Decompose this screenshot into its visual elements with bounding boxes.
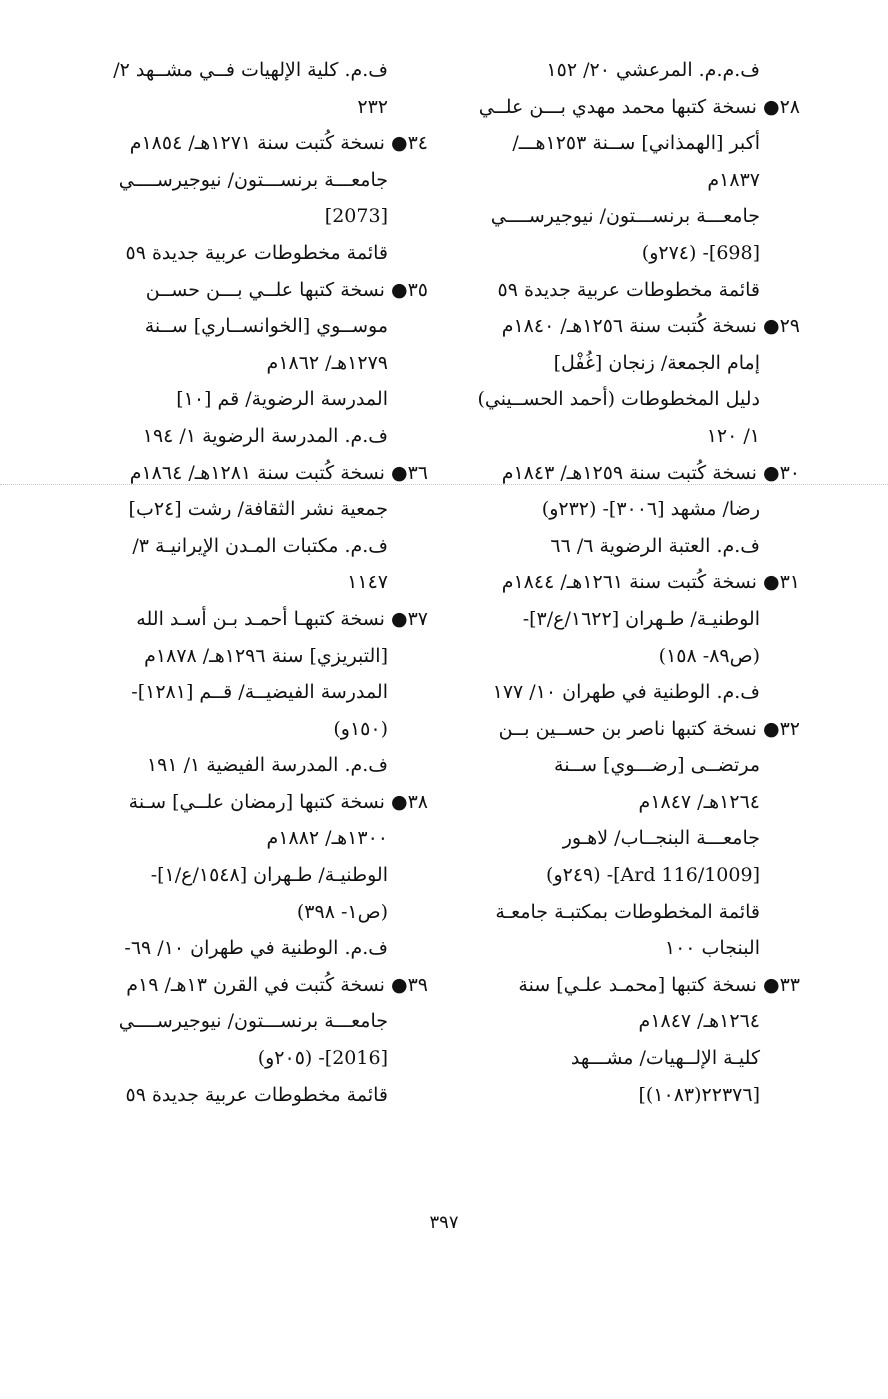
- entry-detail-line: ١٢٦٤هـ/ ١٨٤٧م: [638, 790, 760, 813]
- entry-heading-line: ٣٢● نسخة كتبها ناصر بن حســين بــن: [498, 717, 800, 740]
- entry-detail-line: قائمة مخطوطات عربية جديدة ٥٩: [125, 1083, 388, 1106]
- entry-detail-line: قائمة المخطوطات بمكتبـة جامعـة: [495, 900, 760, 923]
- entry-detail-line: ٢٣٢: [357, 95, 388, 118]
- entry-detail-line: (١٥٠و): [333, 717, 388, 740]
- entry-heading-line: ٣٨● نسخة كتبها [رمضان علــي] سـنة: [128, 790, 428, 813]
- page-number: ٣٩٧: [429, 1212, 459, 1233]
- entry-detail-line: جامعـــة برنســـتون/ نيوجيرســــي: [490, 205, 760, 228]
- entry-heading-line: ٣٤● نسخة كُتبت سنة ١٢٧١هـ/ ١٨٥٤م: [129, 132, 428, 155]
- entry-detail-line: جامعـــة البنجــاب/ لاهـور: [562, 827, 760, 850]
- entry-detail-line: جامعـــة برنســـتون/ نيوجيرســــي: [118, 168, 388, 191]
- entry-detail-line: [2016]- (٢٠٥و): [257, 1047, 388, 1070]
- entry-detail-line: دليل المخطوطات (أحمد الحســيني): [477, 388, 760, 411]
- entry-detail-line: [٢٢٣٧٦(١٠٨٣)]: [638, 1083, 760, 1106]
- entry-detail-line: جامعـــة برنســـتون/ نيوجيرســــي: [118, 1010, 388, 1033]
- right-column: [455, 52, 800, 1113]
- entry-heading-line: ٣١● نسخة كُتبت سنة ١٢٦١هـ/ ١٨٤٤م: [501, 571, 800, 594]
- left-column: [68, 52, 428, 1113]
- entry-detail-line: ف.م. الوطنية في طهران ١٠/ ٦٩-: [124, 937, 388, 960]
- entry-heading-line: ٣٥● نسخة كتبها علــي بـــن حســن: [145, 278, 428, 301]
- entry-detail-line: ف.م. مكتبات المـدن الإيرانيـة ٣/: [132, 534, 388, 557]
- entry-detail-line: [698]- (٢٧٤و): [641, 241, 760, 264]
- entry-detail-line: موســوي [الخوانســاري] ســنة: [144, 315, 388, 338]
- entry-detail-line: [التبريزي] سنة ١٢٩٦هـ/ ١٨٧٨م: [144, 644, 388, 667]
- entry-detail-line: ف.م. كلية الإلهيات فــي مشــهد ٢/: [113, 59, 388, 81]
- entry-heading-line: ٣٩● نسخة كُتبت في القرن ١٣هـ/ ١٩م: [126, 973, 428, 996]
- entry-detail-line: ف.م. الوطنية في طهران ١٠/ ١٧٧: [492, 681, 760, 704]
- entry-detail-line: مرتضــى [رضـــوي] ســنة: [554, 754, 760, 777]
- entry-detail-line: قائمة مخطوطات عربية جديدة ٥٩: [125, 241, 388, 264]
- entry-heading-line: ٢٨● نسخة كتبها محمد مهدي بـــن علــي: [478, 95, 800, 118]
- entry-detail-line: ١٢٦٤هـ/ ١٨٤٧م: [638, 1010, 760, 1033]
- entry-detail-line: رضا/ مشهد [٣٠٠٦]- (٢٣٢و): [541, 498, 760, 521]
- entry-heading-line: ٣٠● نسخة كُتبت سنة ١٢٥٩هـ/ ١٨٤٣م: [501, 461, 800, 484]
- entry-heading-line: ٣٦● نسخة كُتبت سنة ١٢٨١هـ/ ١٨٦٤م: [129, 461, 428, 484]
- entry-detail-line: قائمة مخطوطات عربية جديدة ٥٩: [497, 278, 760, 301]
- entry-detail-line: ١٢٧٩هـ/ ١٨٦٢م: [266, 351, 388, 374]
- entry-detail-line: ف.م. المدرسة الفيضية ١/ ١٩١: [146, 754, 388, 777]
- entry-detail-line: البنجاب ١٠٠: [664, 937, 760, 960]
- entry-detail-line: إمام الجمعة/ زنجان [غُفْل]: [553, 351, 760, 374]
- entry-detail-line: ف.م.م. المرعشي ٢٠/ ١٥٢: [546, 59, 760, 81]
- entry-detail-line: (ص١- ٣٩٨): [296, 900, 388, 923]
- entry-heading-line: ٣٧● نسخة كتبهـا أحمـد بـن أسـد الله: [136, 607, 428, 630]
- entry-detail-line: ف.م. المدرسة الرضوية ١/ ١٩٤: [142, 424, 388, 447]
- entry-detail-line: [Ard 116/1009]- (٢٤٩و): [546, 864, 760, 887]
- entry-heading-line: ٣٣● نسخة كتبها [محمـد علـي] سنة: [518, 973, 800, 996]
- entry-detail-line: (ص٨٩- ١٥٨): [658, 644, 760, 667]
- entry-heading-line: ٢٩● نسخة كُتبت سنة ١٢٥٦هـ/ ١٨٤٠م: [501, 315, 800, 338]
- entry-detail-line: المدرسة الفيضيــة/ قــم [١٢٨١]-: [131, 681, 388, 704]
- entry-detail-line: [2073]: [324, 205, 388, 228]
- entry-detail-line: ف.م. العتبة الرضوية ٦/ ٦٦: [550, 534, 760, 557]
- entry-detail-line: المدرسة الرضوية/ قم [١٠]: [176, 388, 388, 411]
- entry-detail-line: أكبر [الهمذاني] ســنة ١٢٥٣هـــ/: [512, 132, 760, 155]
- entry-detail-line: ١٣٠٠هـ/ ١٨٨٢م: [266, 827, 388, 850]
- entry-detail-line: الوطنيـة/ طـهران [١٦٢٢/ع/٣]-: [522, 607, 760, 630]
- entry-detail-line: ١٨٣٧م: [707, 168, 760, 191]
- entry-detail-line: جمعية نشر الثقافة/ رشت [٢٤ب]: [128, 498, 388, 521]
- entry-detail-line: ١١٤٧: [347, 571, 388, 594]
- entry-detail-line: ١/ ١٢٠: [706, 424, 760, 447]
- entry-detail-line: الوطنيـة/ طـهران [١٥٤٨/ع/١]-: [150, 864, 388, 887]
- entry-detail-line: كليـة الإلــهيات/ مشـــهد: [570, 1047, 760, 1070]
